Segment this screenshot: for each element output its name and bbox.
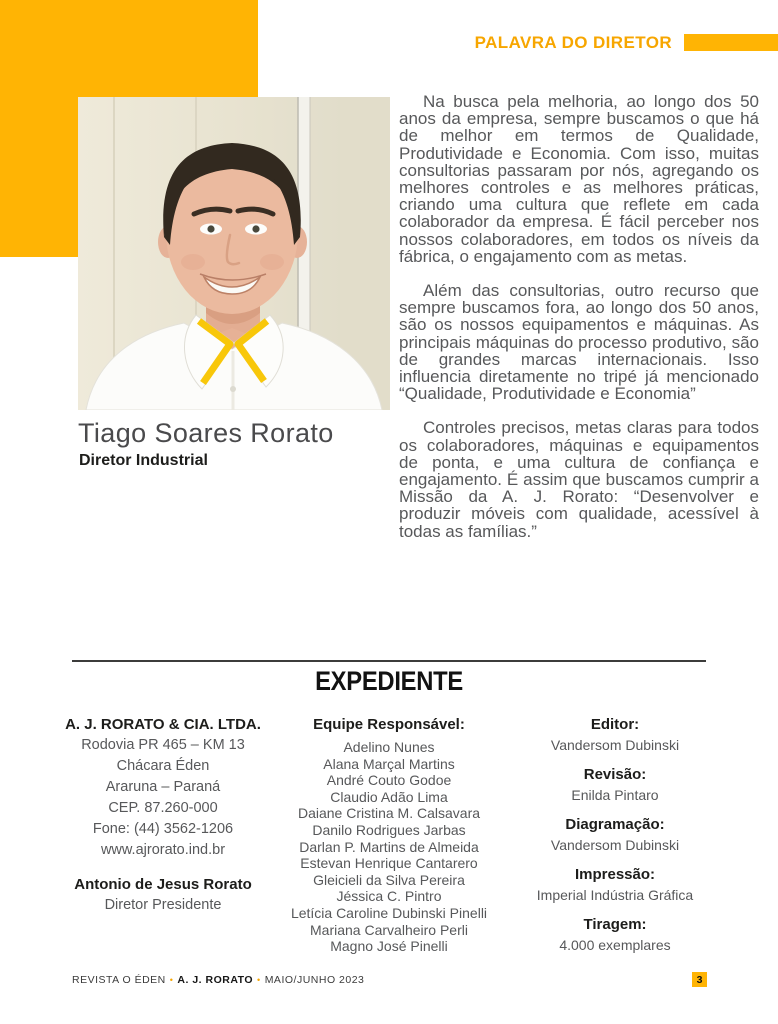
director-message	[399, 93, 759, 557]
president-name: Antonio de Jesus Rorato	[74, 876, 252, 893]
page-footer	[72, 974, 364, 986]
team-column	[276, 714, 502, 964]
company-address-line: CEP. 87.260-000	[108, 800, 218, 816]
credit-label: Tiragem:	[583, 916, 647, 933]
photo-caption-name: Tiago Soares Rorato	[78, 418, 334, 448]
credit-value: Enilda Pintaro	[571, 787, 659, 803]
team-member: Daiane Cristina M. Calsavara	[297, 805, 481, 822]
footer-magazine-name: REVISTA O ÉDEN	[72, 974, 166, 986]
team-label: Equipe Responsável:	[313, 716, 465, 733]
paragraph-2: Além das consultorias, outro recurso que sempre buscamos fora, ao longo dos 50 anos, são os nossos equipamentos e máquinas. As principais máquinas do processo produtivo, são de grandes marcas internacionais. Isso influencia diretamente no tripé já mencionado “Qualidade, Produtividade e Economia”	[399, 281, 759, 404]
expediente-title-text: EXPEDIENTE	[315, 666, 463, 696]
company-address-line: Chácara Éden	[116, 758, 210, 774]
credit-value: 4.000 exemplares	[559, 937, 671, 953]
team-member: Gleicieli da Silva Pereira	[313, 871, 465, 888]
credit-group	[502, 864, 728, 906]
credits-column	[502, 714, 728, 964]
company-address-line: Araruna – Paraná	[105, 779, 221, 795]
credit-label: Editor:	[590, 716, 640, 733]
team-member: Adelino Nunes	[343, 739, 435, 755]
credit-label: Revisão:	[583, 766, 647, 783]
team-member: Jéssica C. Pintro	[336, 888, 442, 905]
photo-caption-role: Diretor Industrial	[79, 452, 208, 469]
company-phone: Fone: (44) 3562-1206	[92, 821, 234, 837]
credit-group	[502, 814, 728, 856]
expediente-columns	[0, 714, 778, 964]
company-column	[50, 714, 276, 964]
divider-rule	[72, 660, 706, 662]
credit-group	[502, 714, 728, 756]
expediente-title	[0, 666, 778, 697]
footer-issue: MAIO/JUNHO 2023	[264, 974, 365, 986]
portrait-illustration	[78, 97, 390, 410]
credit-value: Imperial Indústria Gráfica	[536, 887, 694, 903]
team-member: Estevan Henrique Cantarero	[300, 855, 478, 872]
footer-separator-dot: •	[169, 975, 174, 985]
company-name: A. J. RORATO & CIA. LTDA.	[65, 716, 261, 733]
footer-separator-dot: •	[257, 975, 261, 985]
credit-label: Impressão:	[574, 866, 656, 883]
team-member: Letícia Caroline Dubinski Pinelli	[290, 904, 488, 921]
decorative-header-bar	[684, 34, 778, 51]
page-number-badge: 3	[692, 972, 707, 987]
credit-group	[502, 914, 728, 956]
credit-label: Diagramação:	[565, 816, 665, 833]
credit-value: Vandersom Dubinski	[550, 837, 680, 853]
team-member: Mariana Carvalheiro Perli	[310, 921, 468, 938]
company-website: www.ajrorato.ind.br	[100, 842, 226, 858]
director-portrait-photo	[78, 97, 390, 410]
team-member: Alana Marçal Martins	[323, 755, 455, 772]
credit-group	[502, 764, 728, 806]
president-role: Diretor Presidente	[104, 897, 222, 913]
section-title: PALAVRA DO DIRETOR	[474, 33, 672, 52]
team-member: André Couto Godoe	[326, 772, 452, 789]
team-member: Danilo Rodrigues Jarbas	[312, 821, 466, 838]
paragraph-3: Controles precisos, metas claras para todos os colaboradores, máquinas e equipamentos de ponta, e uma cultura de confiança e engajamento. É assim que buscamos cumprir a Missão da A. J. Rorato: “Desenvolver e produzir móveis com qualidade, acessível à todas as famílias.”	[399, 418, 759, 541]
team-member: Claudio Adão Lima	[330, 788, 448, 805]
footer-brand: A. J. RORATO	[177, 974, 254, 986]
credit-value: Vandersom Dubinski	[550, 737, 680, 753]
team-member: Darlan P. Martins de Almeida	[299, 838, 479, 855]
team-member: Magno José Pinelli	[330, 938, 448, 955]
paragraph-1: Na busca pela melhoria, ao longo dos 50 anos da empresa, sempre buscamos o que há de melhor em termos de Qualidade, Produtividade e Economia. Com isso, muitas consultorias passaram por nós, agregando os melhores controles e as melhores práticas, criando uma cultura que reflete em cada colaborador da empresa. É fácil perceber nos nossos colaboradores, em todos os níveis da fábrica, o engajamento com as metas.	[399, 92, 759, 266]
company-address-line: Rodovia PR 465 – KM 13	[81, 737, 245, 753]
